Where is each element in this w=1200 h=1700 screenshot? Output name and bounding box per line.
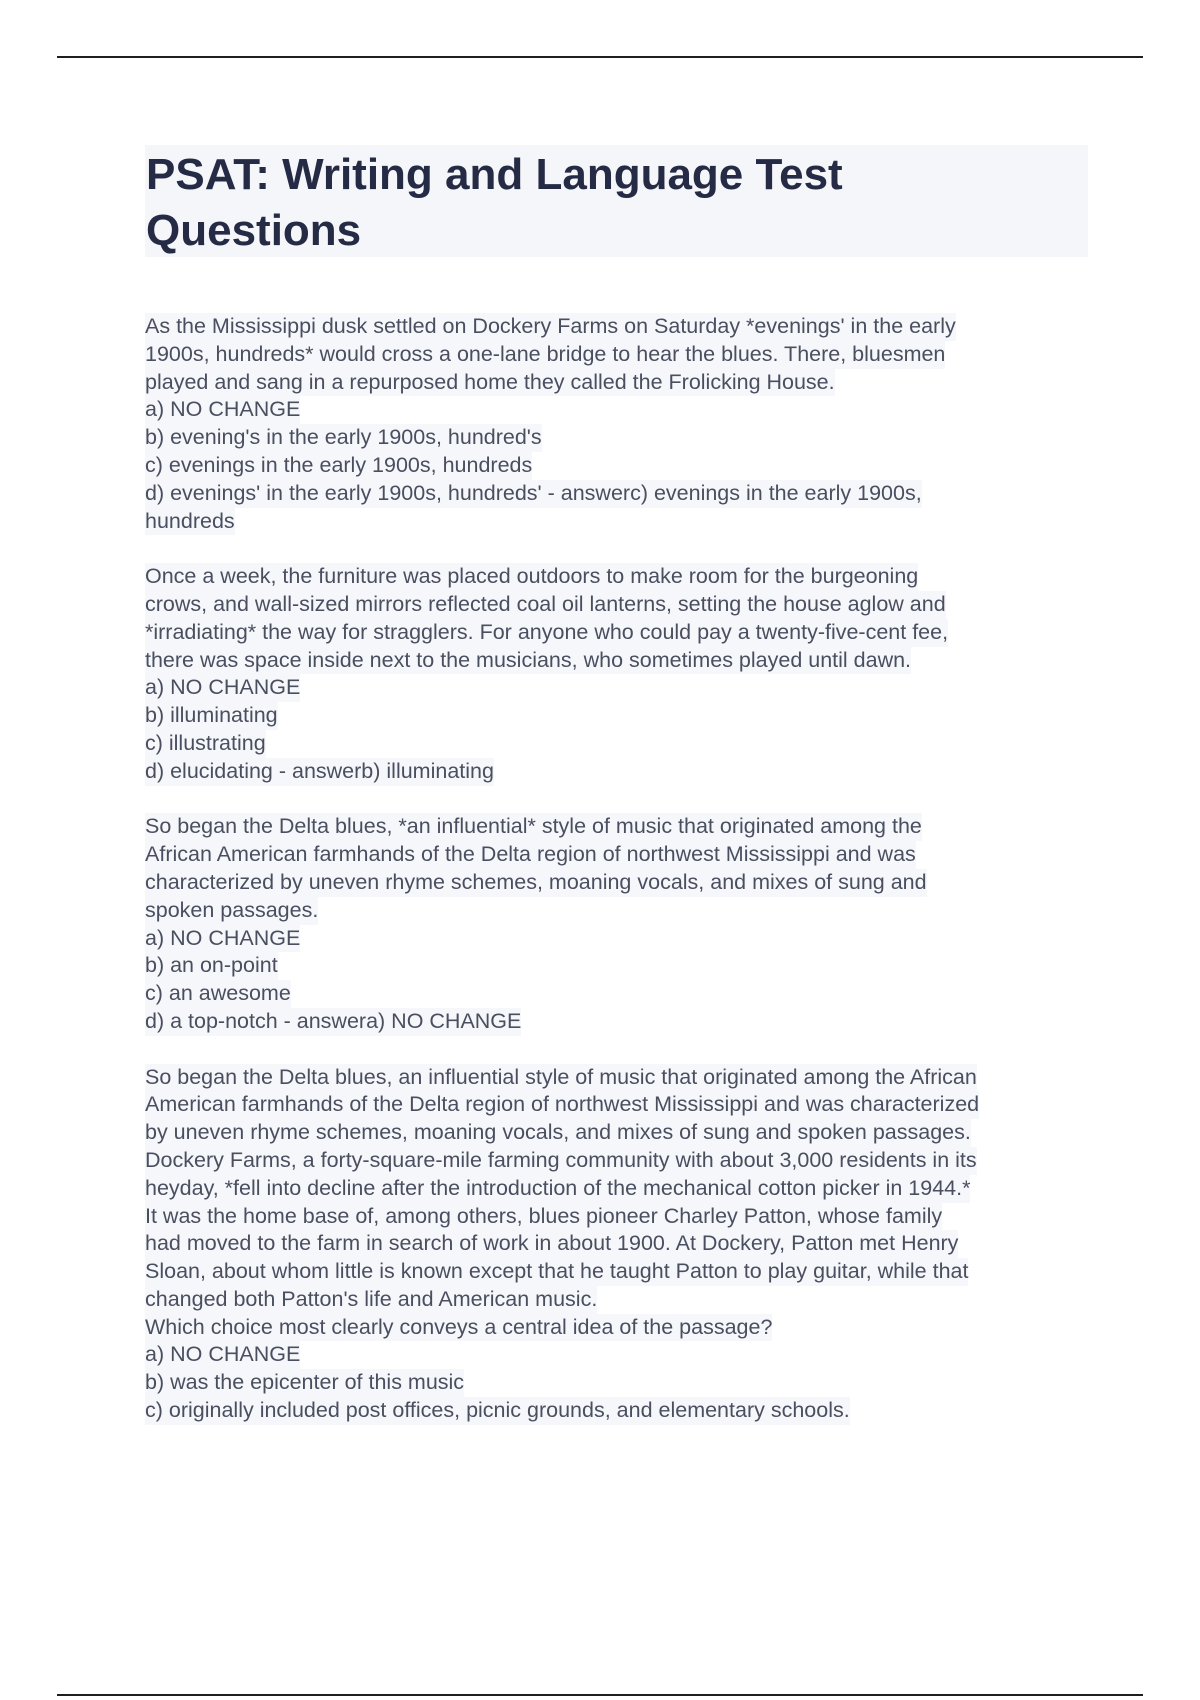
- option-c: c) originally included post offices, picnic grounds, and elementary schools.: [145, 1397, 850, 1425]
- question-text-line: crows, and wall-sized mirrors reflected coal oil lanterns, setting the house aglow and: [145, 591, 946, 619]
- question-text-line: So began the Delta blues, an influential style of music that originated among the African: [145, 1064, 977, 1092]
- option-c: c) evenings in the early 1900s, hundreds: [145, 452, 532, 480]
- question-text-line: spoken passages.: [145, 897, 318, 925]
- top-rule: [57, 56, 1143, 58]
- option-a: a) NO CHANGE: [145, 674, 300, 702]
- question-text-line: had moved to the farm in search of work in about 1900. At Dockery, Patton met Henry: [145, 1230, 958, 1258]
- question-text-line: Once a week, the furniture was placed outdoors to make room for the burgeoning: [145, 563, 918, 591]
- question-prompt: Which choice most clearly conveys a central idea of the passage?: [145, 1314, 772, 1342]
- question-text-line: heyday, *fell into decline after the introduction of the mechanical cotton picker in 1944.*: [145, 1175, 970, 1203]
- question-text-line: played and sang in a repurposed home they called the Frolicking House.: [145, 369, 835, 397]
- question-text-line: Dockery Farms, a forty-square-mile farming community with about 3,000 residents in its: [145, 1147, 977, 1175]
- option-d-with-answer: d) elucidating - answerb) illuminating: [145, 758, 494, 786]
- option-b: b) evening's in the early 1900s, hundred's: [145, 424, 542, 452]
- question-text-line: there was space inside next to the musicians, who sometimes played until dawn.: [145, 647, 911, 675]
- question-text-line: characterized by uneven rhyme schemes, moaning vocals, and mixes of sung and: [145, 869, 927, 897]
- option-b: b) illuminating: [145, 702, 278, 730]
- question-text-line: So began the Delta blues, *an influential* style of music that originated among the: [145, 813, 922, 841]
- question-text-line: 1900s, hundreds* would cross a one-lane bridge to hear the blues. There, bluesmen: [145, 341, 945, 369]
- question-1: [145, 313, 1090, 535]
- question-text-line: by uneven rhyme schemes, moaning vocals, and mixes of sung and spoken passages.: [145, 1119, 971, 1147]
- question-text-line: American farmhands of the Delta region of northwest Mississippi and was characterized: [145, 1091, 979, 1119]
- question-4: [145, 1064, 1090, 1425]
- option-c: c) an awesome: [145, 980, 291, 1008]
- questions-list: [145, 313, 1090, 1453]
- page-title-line-2: Questions: [146, 206, 362, 255]
- question-text-line: African American farmhands of the Delta region of northwest Mississippi and was: [145, 841, 916, 869]
- option-b: b) an on-point: [145, 952, 278, 980]
- bottom-rule: [57, 1694, 1143, 1696]
- option-d-with-answer: d) evenings' in the early 1900s, hundreds' - answerc) evenings in the early 1900s,: [145, 480, 922, 508]
- question-2: [145, 563, 1090, 785]
- question-text-line: Sloan, about whom little is known except that he taught Patton to play guitar, while that: [145, 1258, 968, 1286]
- option-a: a) NO CHANGE: [145, 1341, 300, 1369]
- question-text-line: It was the home base of, among others, blues pioneer Charley Patton, whose family: [145, 1203, 942, 1231]
- option-d-with-answer: d) a top-notch - answera) NO CHANGE: [145, 1008, 521, 1036]
- answer-continuation: hundreds: [145, 508, 235, 536]
- title-box: [145, 145, 1088, 257]
- page-title-line-1: PSAT: Writing and Language Test: [146, 150, 843, 199]
- option-a: a) NO CHANGE: [145, 925, 300, 953]
- question-3: [145, 813, 1090, 1035]
- question-text-line: As the Mississippi dusk settled on Dockery Farms on Saturday *evenings' in the early: [145, 313, 956, 341]
- question-text-line: changed both Patton's life and American music.: [145, 1286, 597, 1314]
- page-title: [145, 145, 1088, 259]
- option-a: a) NO CHANGE: [145, 396, 300, 424]
- question-text-line: *irradiating* the way for stragglers. For anyone who could pay a twenty-five-cent fee,: [145, 619, 948, 647]
- option-c: c) illustrating: [145, 730, 266, 758]
- option-b: b) was the epicenter of this music: [145, 1369, 464, 1397]
